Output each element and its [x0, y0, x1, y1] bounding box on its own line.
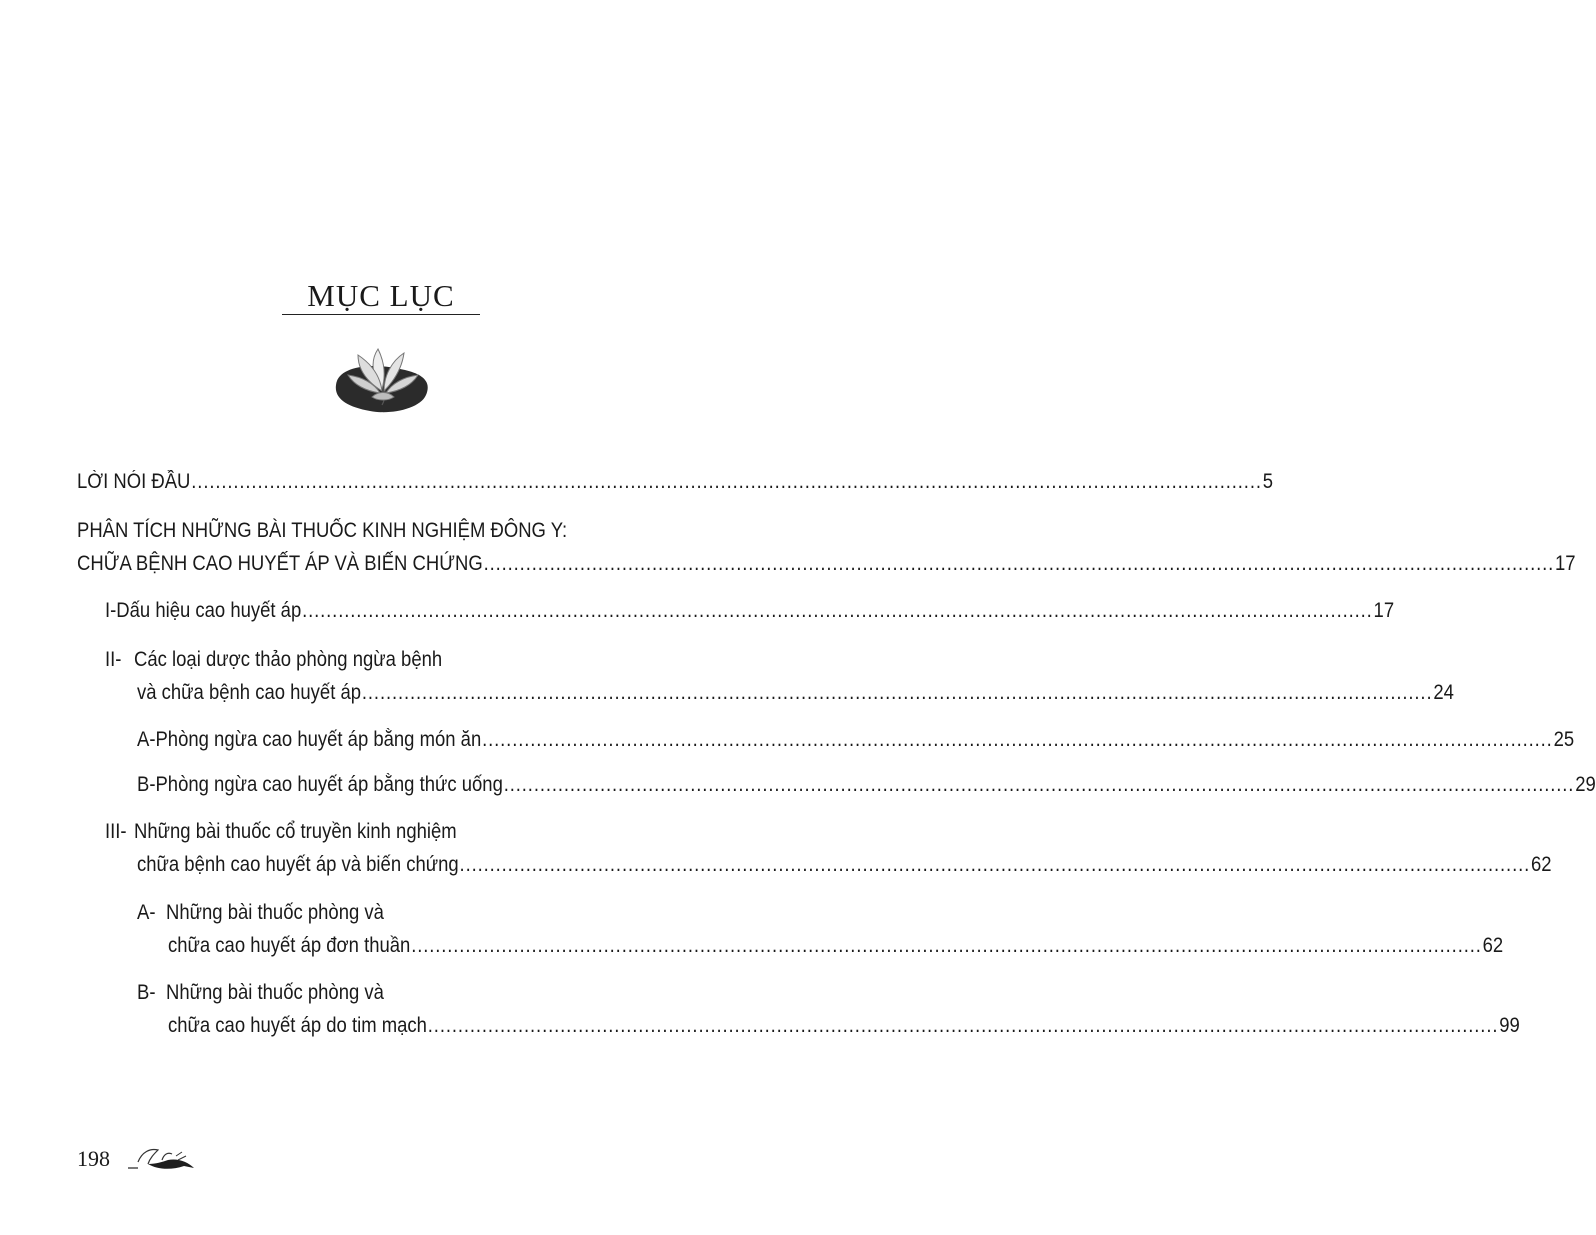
toc-entry-label: Những bài thuốc cổ truyền kinh nghiệm — [134, 820, 457, 843]
toc-entry-number: II- — [105, 648, 122, 671]
toc-entry-page: 29 — [1575, 773, 1596, 796]
toc-entry-label: chữa bệnh cao huyết áp và biến chứng — [137, 853, 459, 876]
toc-entry-page: 62 — [1482, 934, 1504, 957]
toc-entry-page: 17 — [1555, 552, 1576, 575]
toc-entry-label: CHỮA BỆNH CAO HUYẾT ÁP VÀ BIẾN CHỨNG — [77, 552, 483, 575]
page-title: MỤC LỤC — [307, 278, 455, 313]
page-number: 198 — [77, 1146, 110, 1171]
toc-entry-II-line2[interactable] — [137, 678, 1454, 708]
toc-entry-II-line1[interactable] — [105, 645, 688, 675]
toc-entry-label: Những bài thuốc phòng và — [166, 981, 384, 1004]
toc-entry-label: Các loại dược thảo phòng ngừa bệnh — [134, 648, 443, 671]
toc-entry-III-A-line1[interactable] — [137, 898, 686, 928]
toc-entry-phan-tich-line2[interactable] — [77, 549, 1576, 579]
toc-leader-dots: .................................................................................................................................................................................. — [459, 853, 1531, 876]
toc-entry-label: và chữa bệnh cao huyết áp — [137, 681, 362, 704]
toc-entry-label: chữa cao huyết áp đơn thuần — [168, 934, 411, 957]
boat-ornament-icon — [128, 1140, 198, 1174]
toc-entry-I[interactable] — [105, 596, 1395, 626]
toc-entry-page: 99 — [1499, 1014, 1520, 1037]
toc-entry-II-B[interactable] — [137, 770, 1596, 800]
toc-leader-dots: .................................................................................................................................................................................. — [427, 1014, 1499, 1037]
toc-entry-number: A- — [137, 728, 156, 751]
toc-entry-number: III- — [105, 820, 127, 843]
toc-leader-dots: .................................................................................................................................................................................. — [503, 773, 1575, 796]
toc-entry-III-line2[interactable] — [137, 850, 1552, 880]
toc-entry-II-A[interactable] — [137, 725, 1575, 755]
toc-leader-dots: .................................................................................................................................................................................. — [302, 599, 1373, 622]
toc-leader-dots: .................................................................................................................................................................................. — [361, 681, 1433, 704]
toc-entry-loi-noi-dau[interactable] — [77, 467, 1274, 497]
toc-entry-number: I- — [105, 599, 117, 622]
toc-entry-III-A-line2[interactable] — [168, 931, 1504, 961]
toc-entry-page: 5 — [1262, 470, 1274, 493]
toc-entry-label: Dấu hiệu cao huyết áp — [116, 599, 302, 622]
toc-entry-phan-tich-line1[interactable] — [77, 516, 688, 546]
toc-entry-label: Những bài thuốc phòng và — [166, 901, 384, 924]
toc-entry-III-B-line2[interactable] — [168, 1011, 1520, 1041]
toc-entry-label: PHÂN TÍCH NHỮNG BÀI THUỐC KINH NGHIỆM ĐÔNG Y: — [77, 519, 568, 542]
toc-entry-III-line1[interactable] — [105, 817, 688, 847]
toc-leader-dots: .................................................................................................................................................................................. — [191, 470, 1262, 493]
toc-entry-number: B- — [137, 981, 156, 1004]
toc-entry-page: 24 — [1433, 681, 1454, 704]
toc-leader-dots: .................................................................................................................................................................................. — [483, 552, 1555, 575]
toc-leader-dots: .................................................................................................................................................................................. — [411, 934, 1482, 957]
toc-entry-label: Phòng ngừa cao huyết áp bằng thức uống — [155, 773, 503, 796]
toc-entry-page: 25 — [1553, 728, 1575, 751]
toc-entry-page: 62 — [1531, 853, 1552, 876]
toc-entry-label: chữa cao huyết áp do tim mạch — [168, 1014, 427, 1037]
toc-entry-number: A- — [137, 901, 156, 924]
toc-entry-number: B- — [137, 773, 156, 796]
toc-entry-page: 17 — [1373, 599, 1395, 622]
toc-entry-III-B-line1[interactable] — [137, 978, 686, 1008]
toc-leader-dots: .................................................................................................................................................................................. — [482, 728, 1553, 751]
toc-entry-label: LỜI NÓI ĐẦU — [77, 470, 191, 493]
toc-entry-label: Phòng ngừa cao huyết áp bằng món ăn — [155, 728, 482, 751]
